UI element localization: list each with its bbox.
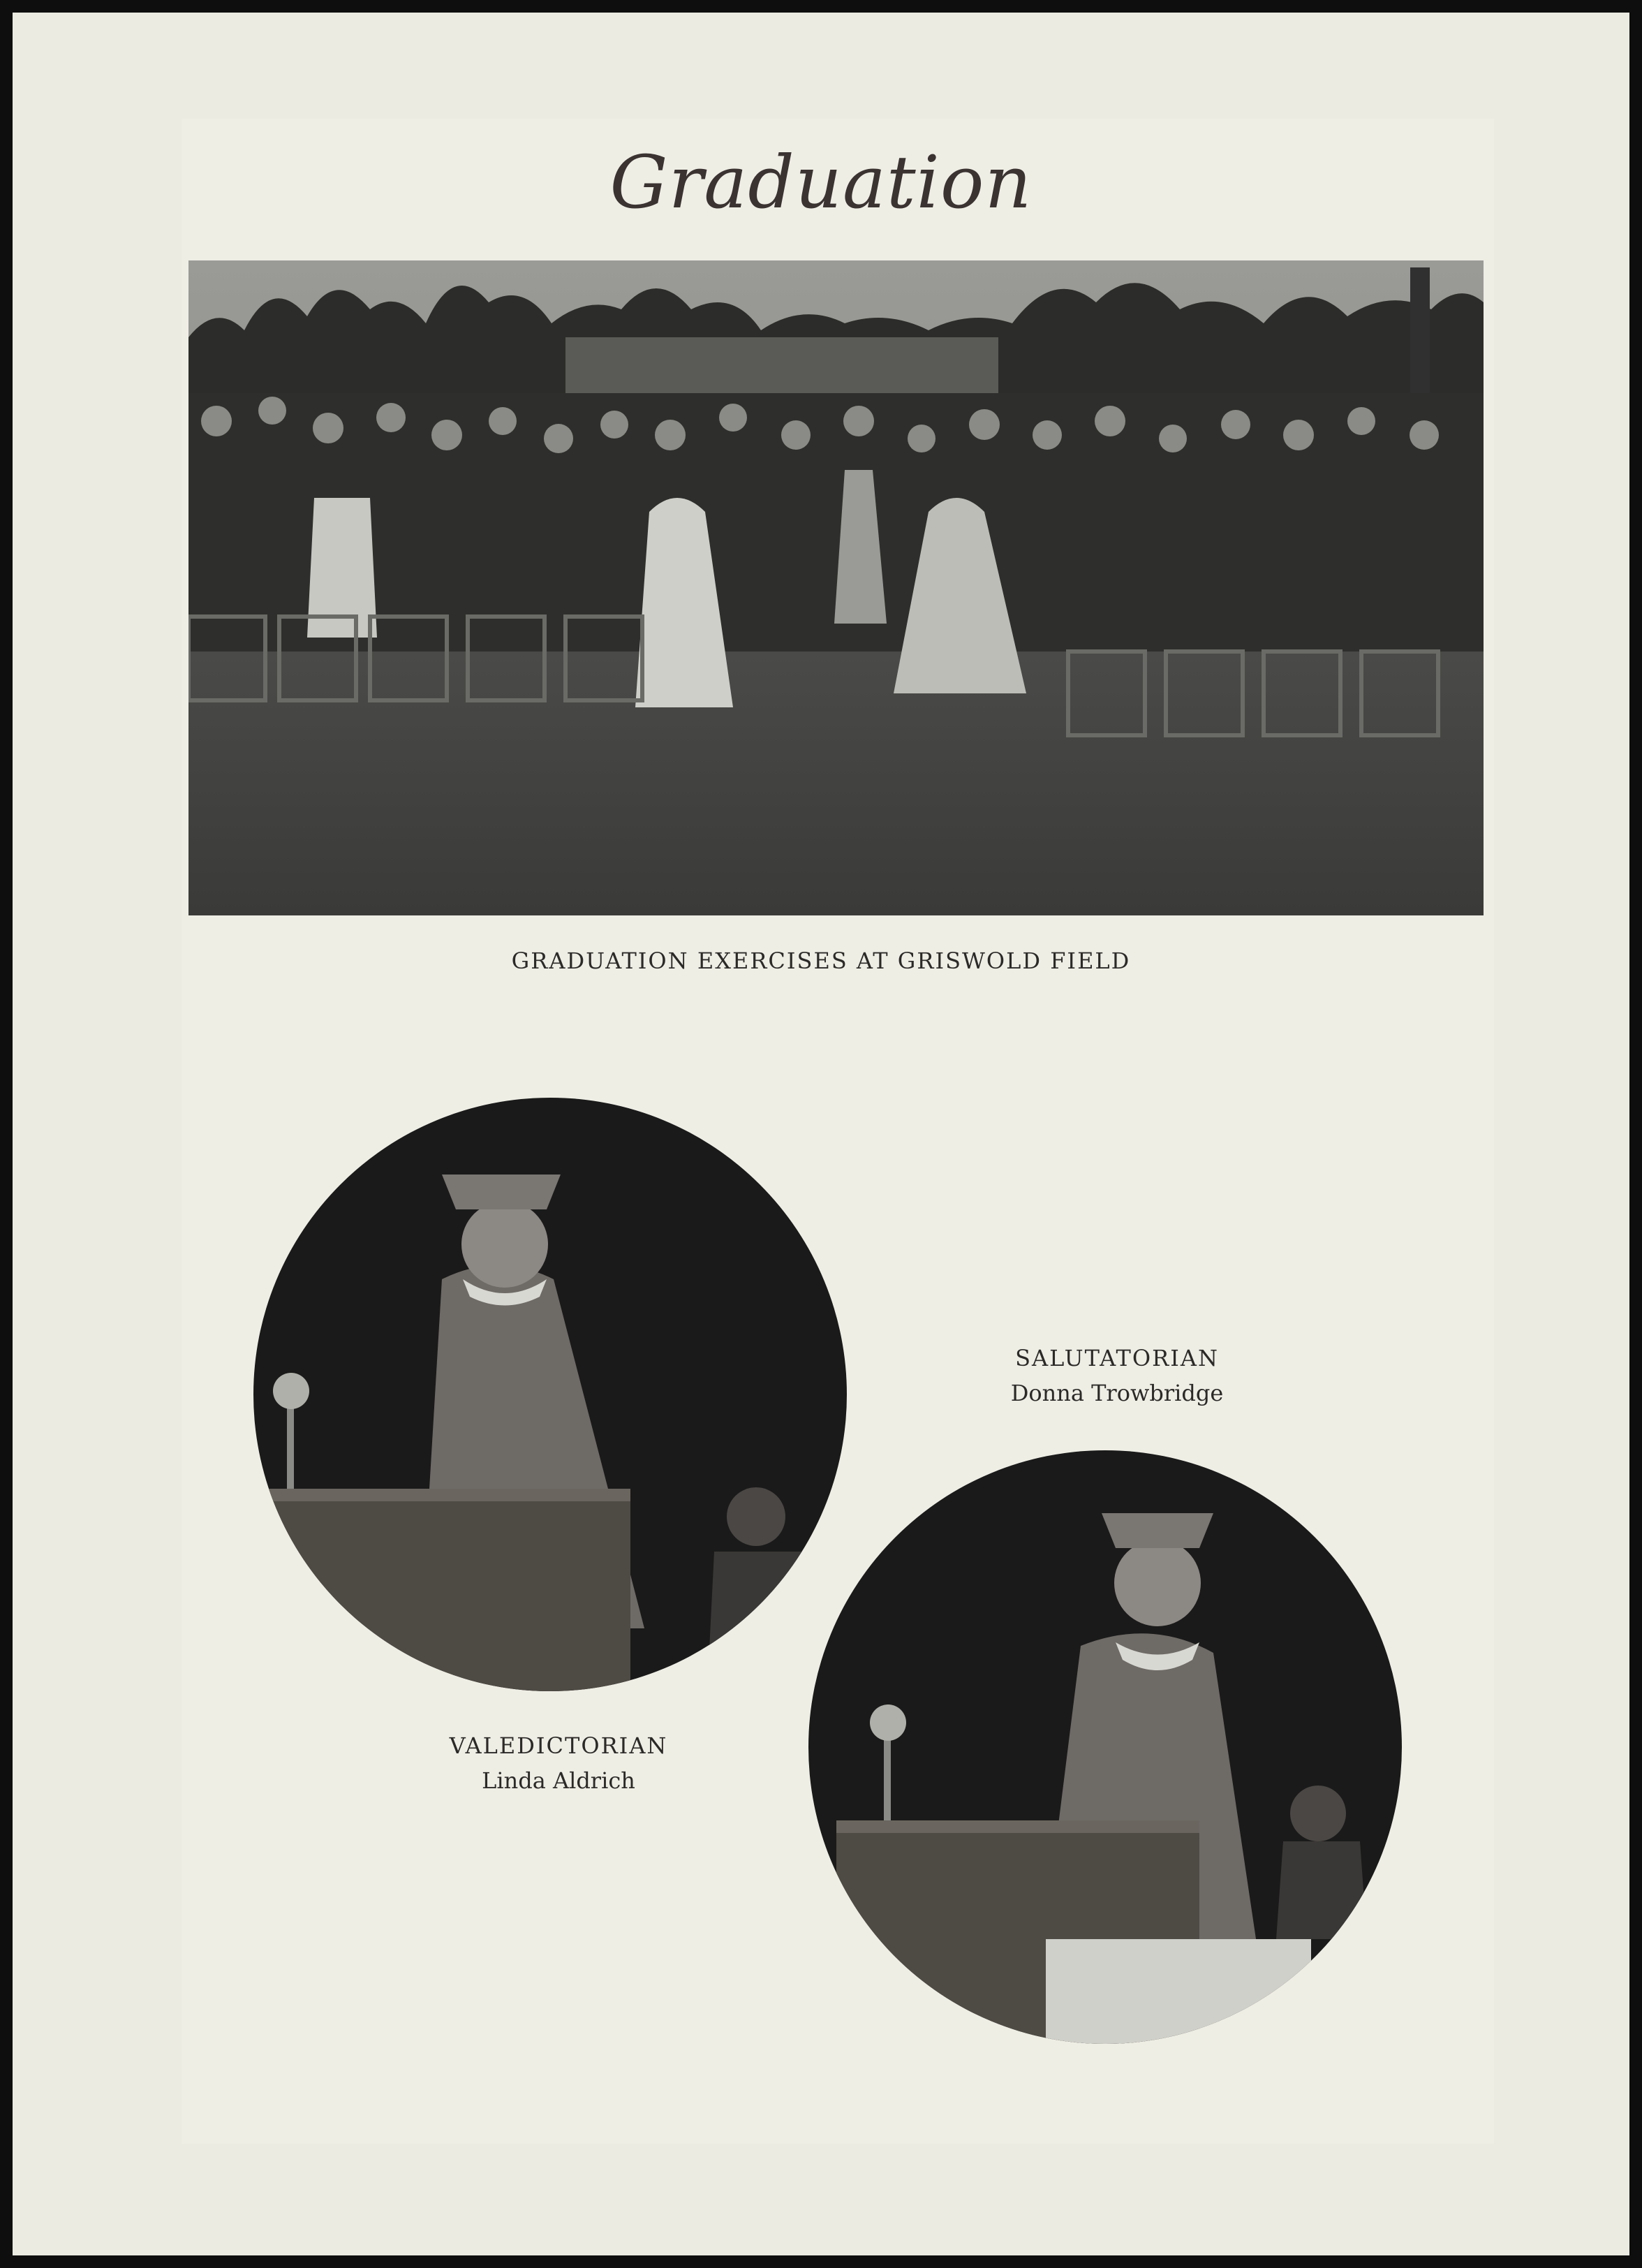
salutatorian-role: SALUTATORIAN [1015,1345,1219,1371]
salutatorian-caption [915,1341,1319,1411]
valedictorian-photo [253,1098,847,1691]
salutatorian-name: Donna Trowbridge [1010,1380,1224,1406]
main-photo-caption: GRADUATION EXERCISES AT GRISWOLD FIELD [511,948,1131,974]
page-title: Graduation [609,140,1033,225]
salutatorian-photo [808,1450,1402,2044]
valedictorian-name: Linda Aldrich [482,1767,635,1794]
valedictorian-caption [349,1728,768,1798]
valedictorian-role: VALEDICTORIAN [449,1732,668,1759]
graduation-ceremony-photo [188,260,1484,915]
